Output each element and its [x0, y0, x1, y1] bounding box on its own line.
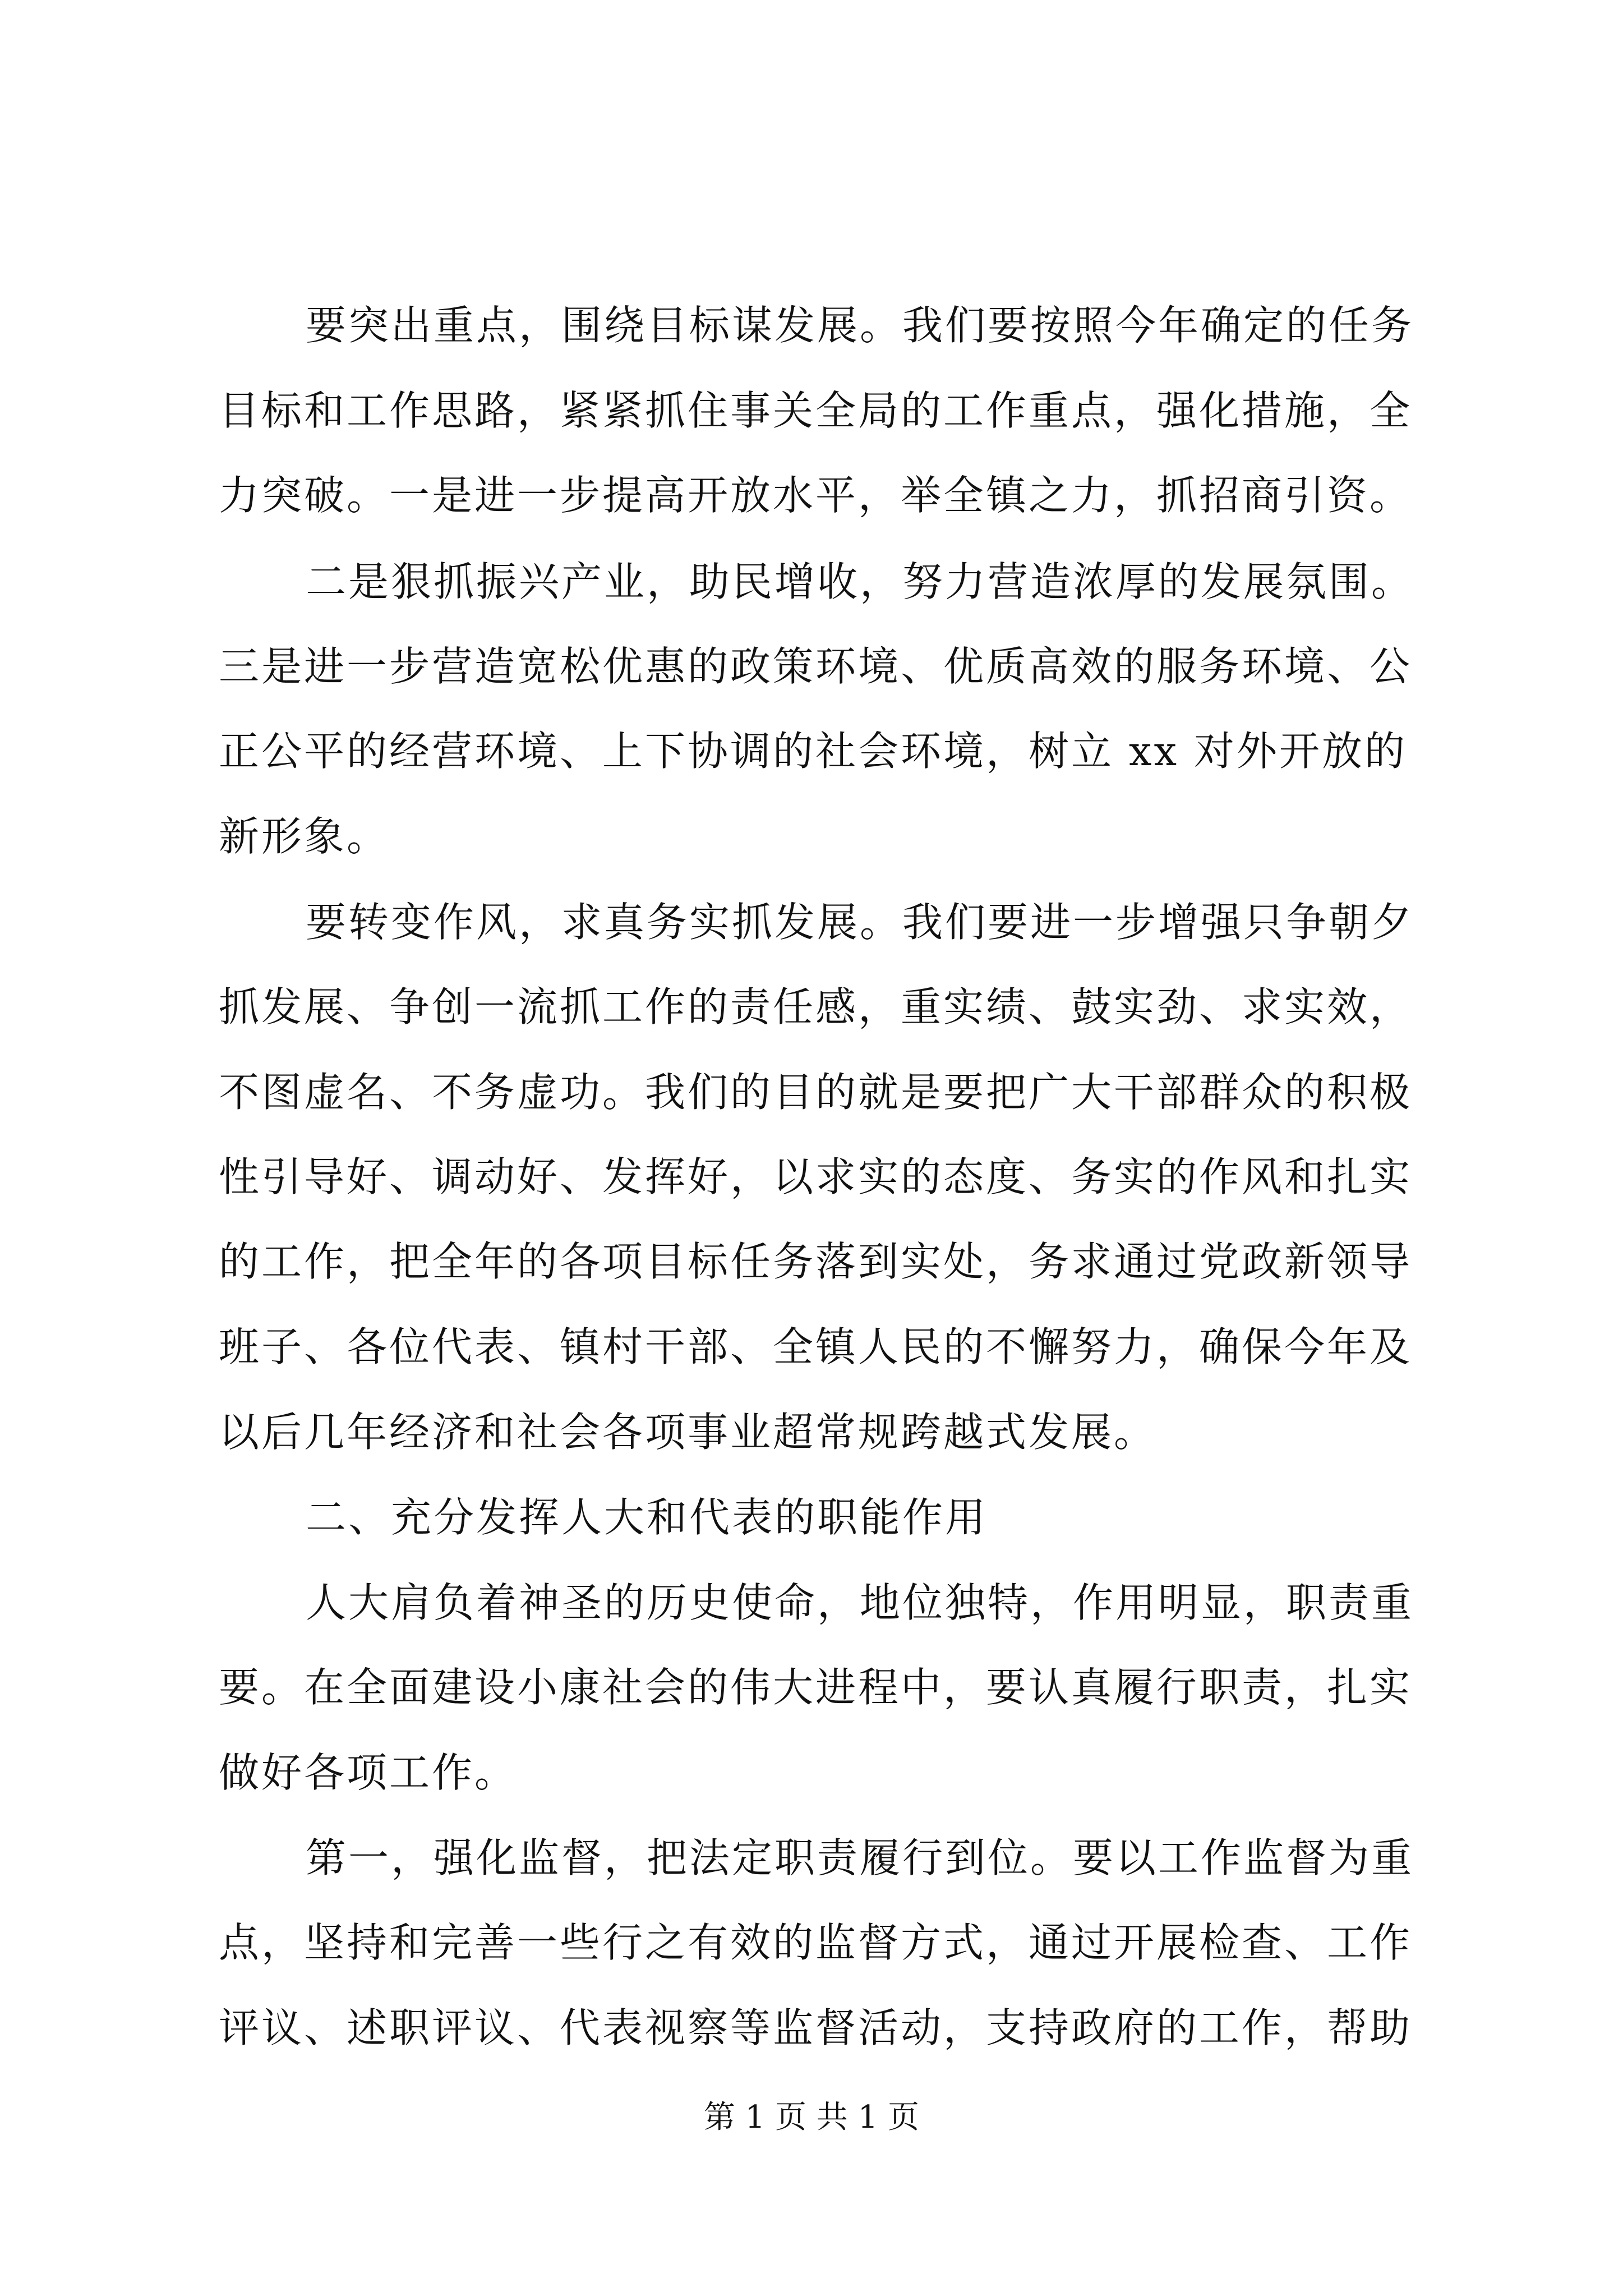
text-line: 要突出重点，围绕目标谋发展。我们要按照今年确定的任务	[306, 302, 1414, 349]
text-line: 班子、各位代表、镇村干部、全镇人民的不懈努力，确保今年及	[219, 1323, 1413, 1370]
text-line: 抓发展、争创一流抓工作的责任感，重实绩、鼓实劲、求实效，	[219, 983, 1413, 1030]
text-line: 性引导好、调动好、发挥好，以求实的态度、务实的作风和扎实	[219, 1153, 1413, 1200]
text-line: 人大肩负着神圣的历史使命，地位独特，作用明显，职责重	[306, 1579, 1414, 1626]
page-footer: 第 1 页 共 1 页	[703, 2099, 920, 2136]
text-line: 评议、述职评议、代表视察等监督活动，支持政府的工作，帮助	[219, 2004, 1413, 2051]
text-line: 要转变作风，求真务实抓发展。我们要进一步增强只争朝夕	[306, 899, 1414, 946]
section-heading: 二、充分发挥人大和代表的职能作用	[306, 1494, 988, 1541]
text-line: 以后几年经济和社会各项事业超常规跨越式发展。	[219, 1409, 1157, 1456]
text-line: 要。在全面建设小康社会的伟大进程中，要认真履行职责，扎实	[219, 1664, 1413, 1711]
text-line: 目标和工作思路，紧紧抓住事关全局的工作重点，强化措施，全	[219, 387, 1413, 434]
text-line: 点，坚持和完善一些行之有效的监督方式，通过开展检查、工作	[219, 1919, 1413, 1966]
text-line: 新形象。	[219, 813, 390, 860]
text-line: 力突破。一是进一步提高开放水平，举全镇之力，抓招商引资。	[219, 472, 1413, 519]
text-line: 第一，强化监督，把法定职责履行到位。要以工作监督为重	[306, 1834, 1414, 1881]
text-line: 二是狠抓振兴产业，助民增收，努力营造浓厚的发展氛围。	[306, 558, 1414, 605]
text-line: 做好各项工作。	[219, 1749, 518, 1796]
text-line: 三是进一步营造宽松优惠的政策环境、优质高效的服务环境、公	[219, 643, 1413, 690]
text-line: 不图虚名、不务虚功。我们的目的就是要把广大干部群众的积极	[219, 1069, 1413, 1116]
text-line: 正公平的经营环境、上下协调的社会环境，树立 xx 对外开放的	[219, 728, 1407, 775]
text-line: 的工作，把全年的各项目标任务落到实处，务求通过党政新领导	[219, 1238, 1413, 1285]
